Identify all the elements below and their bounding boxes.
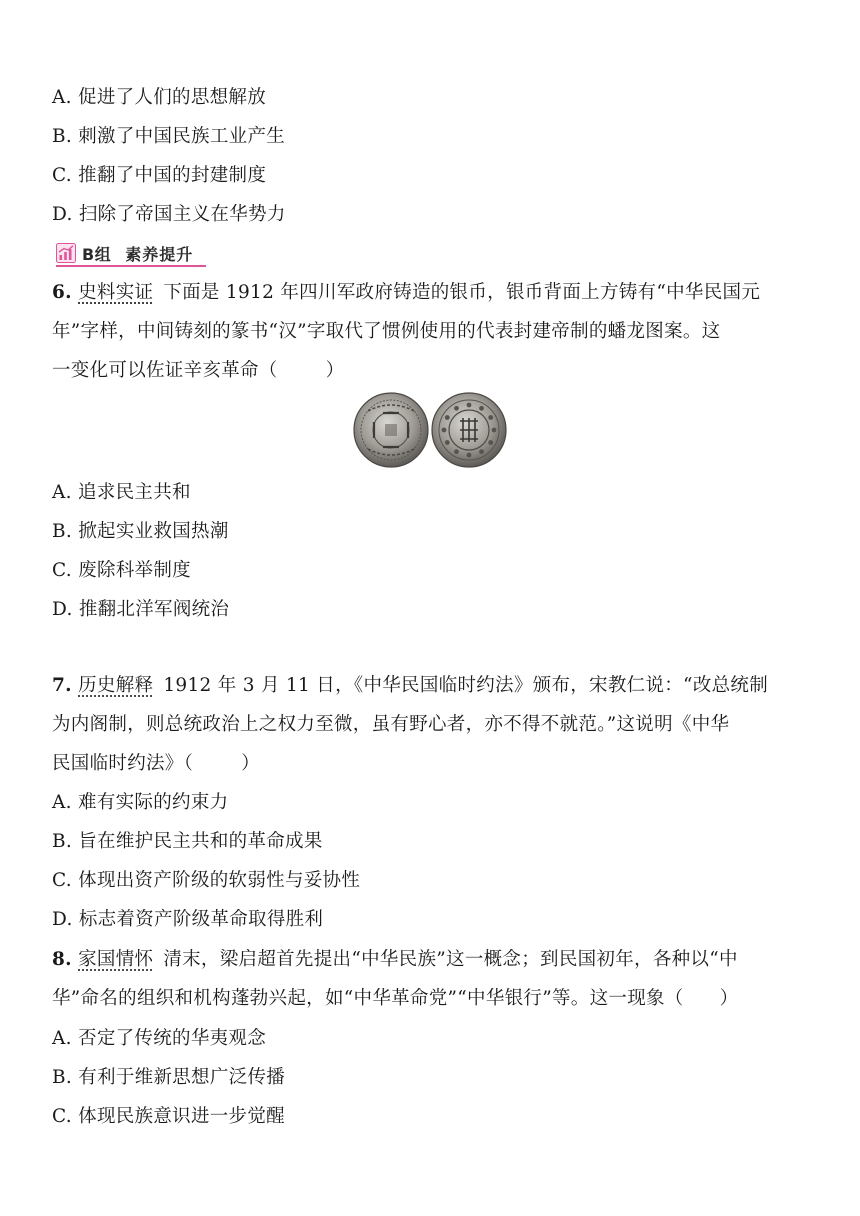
question-6	[52, 273, 810, 390]
bar-chart-icon	[56, 243, 76, 263]
q7-line-1: 7. 历史解释 1912 年 3 月 11 日，《中华民国临时约法》颁布，宋教仁说：“改总统制	[52, 675, 769, 696]
q8-option-b[interactable]: B. 有利于维新思想广泛传播	[52, 1067, 286, 1088]
section-title: 素养提升	[125, 244, 194, 264]
silver-coin-image	[352, 391, 508, 469]
q5-option-c[interactable]: C. 推翻了中国的封建制度	[52, 165, 267, 186]
q8-option-c[interactable]: C. 体现民族意识进一步觉醒	[52, 1106, 285, 1127]
q6-line-2: 年”字样，中间铸刻的篆书“汉”字取代了惯例使用的代表封建帝制的蟠龙图案。这	[52, 321, 721, 342]
q6-option-d[interactable]: D. 推翻北洋军阀统治	[52, 599, 230, 620]
q7-option-d[interactable]: D. 标志着资产阶级革命取得胜利	[52, 909, 324, 930]
q7-tag: 历史解释	[78, 675, 154, 696]
q6-option-c[interactable]: C. 废除科举制度	[52, 560, 191, 581]
coin-obverse	[354, 393, 428, 467]
section-divider	[56, 265, 206, 267]
q5-option-d[interactable]: D. 扫除了帝国主义在华势力	[52, 204, 286, 225]
q8-line-2: 华”命名的组织和机构蓬勃兴起，如“中华革命党”“中华银行”等。这一现象（ ）	[52, 988, 739, 1009]
question-8	[52, 940, 810, 1018]
q7-line-2: 为内阁制，则总统政治上之权力至微，虽有野心者，亦不得不就范。”这说明《中华	[52, 714, 730, 735]
section-label: B组	[82, 244, 112, 264]
q7-option-a[interactable]: A. 难有实际的约束力	[52, 792, 229, 813]
q5-option-b[interactable]: B. 刺激了中国民族工业产生	[52, 126, 286, 147]
coin-reverse	[432, 393, 506, 467]
question-7	[52, 666, 810, 783]
q6-line-3: 一变化可以佐证辛亥革命（ ）	[52, 360, 345, 381]
q8-line-1: 8. 家国情怀 清末，梁启超首先提出“中华民族”这一概念；到民国初年，各种以“中	[52, 949, 738, 970]
q6-option-a[interactable]: A. 追求民主共和	[52, 482, 191, 503]
q6-line-1: 6. 史料实证 下面是 1912 年四川军政府铸造的银币，银币背面上方铸有“中华民国元	[52, 282, 761, 303]
q5-option-a[interactable]: A. 促进了人们的思想解放	[52, 87, 267, 108]
q8-number: 8.	[52, 949, 72, 970]
q6-tag: 史料实证	[78, 282, 154, 303]
q7-option-b[interactable]: B. 旨在维护民主共和的革命成果	[52, 831, 323, 852]
q7-number: 7.	[52, 675, 72, 696]
section-header	[56, 242, 193, 264]
q6-number: 6.	[52, 282, 72, 303]
q8-option-a[interactable]: A. 否定了传统的华夷观念	[52, 1028, 267, 1049]
q7-option-c[interactable]: C. 体现出资产阶级的软弱性与妥协性	[52, 870, 361, 891]
q6-option-b[interactable]: B. 掀起实业救国热潮	[52, 521, 229, 542]
q7-line-3: 民国临时约法》（ ）	[52, 753, 260, 774]
q8-tag: 家国情怀	[78, 949, 154, 970]
